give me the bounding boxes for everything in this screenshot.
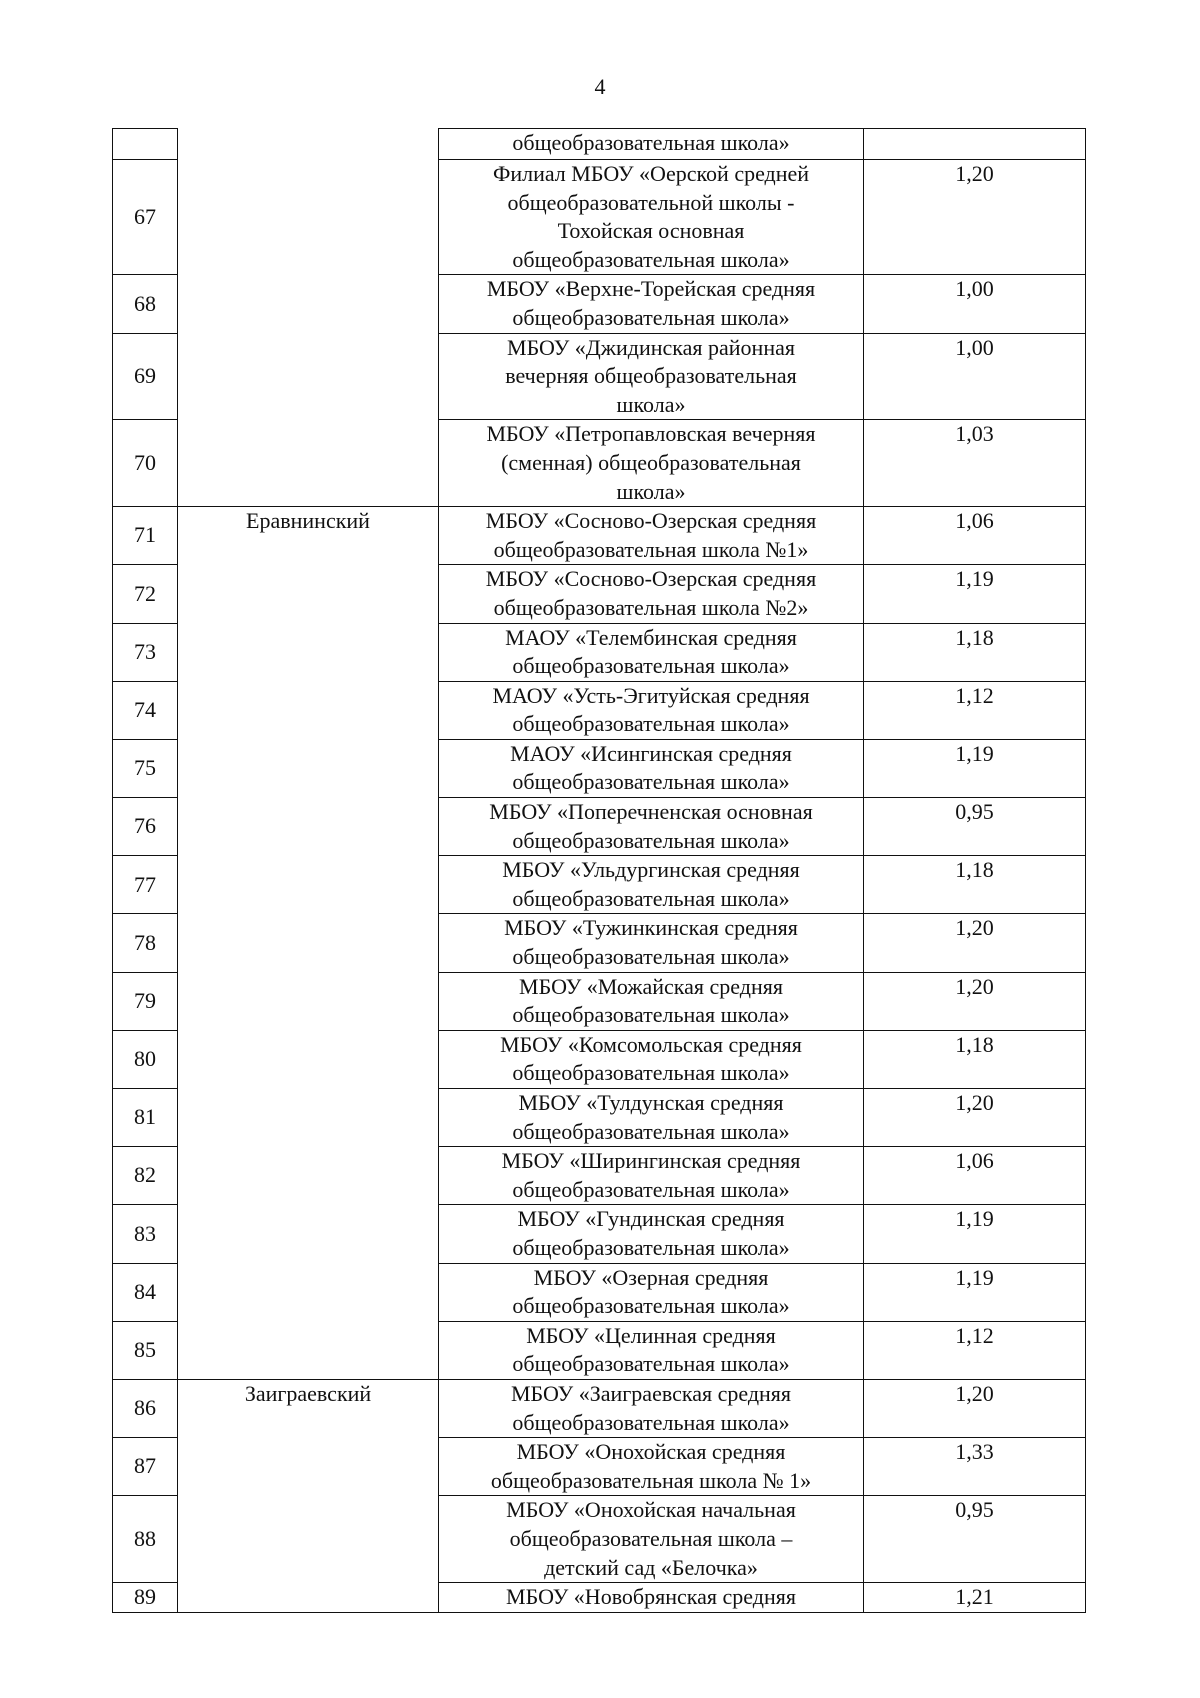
coefficient-text: 1,06 — [955, 508, 994, 534]
coefficient-cell — [864, 129, 1086, 160]
row-number-cell — [113, 1030, 178, 1088]
row-number-text: 73 — [134, 638, 156, 664]
row-number-text: 88 — [134, 1525, 156, 1551]
table-row — [113, 1030, 1086, 1088]
row-number-text: 83 — [134, 1220, 156, 1246]
district-cell — [178, 1089, 439, 1147]
coefficient-text: 1,12 — [955, 682, 994, 708]
institution-name-cell — [439, 1205, 864, 1263]
institution-name-text: МБОУ «Комсомольская средняя общеобразовательная школа» — [500, 1031, 802, 1086]
row-number-text: 78 — [134, 929, 156, 955]
row-number-cell — [113, 739, 178, 797]
district-cell — [178, 1583, 439, 1613]
row-number-cell — [113, 333, 178, 420]
district-cell — [178, 1321, 439, 1379]
district-cell — [178, 914, 439, 972]
coefficient-cell — [864, 565, 1086, 623]
institution-name-text: общеобразовательная школа» — [512, 130, 790, 155]
district-cell — [178, 1030, 439, 1088]
coefficient-cell — [864, 1147, 1086, 1205]
coefficient-cell — [864, 1321, 1086, 1379]
row-number-cell — [113, 1379, 178, 1437]
table-row — [113, 1205, 1086, 1263]
institution-name-cell — [439, 1263, 864, 1321]
district-cell — [178, 565, 439, 623]
coefficient-text: 0,95 — [955, 799, 994, 825]
row-number-text: 85 — [134, 1337, 156, 1363]
institution-name-text: МАОУ «Исингинская средняя общеобразовательная школа» — [510, 740, 792, 795]
coefficient-cell — [864, 420, 1086, 507]
institution-name-cell — [439, 1379, 864, 1437]
row-number-cell — [113, 1583, 178, 1613]
schools-table — [112, 128, 1086, 1613]
row-number-text: 74 — [134, 696, 156, 722]
table-row — [113, 623, 1086, 681]
row-number-text: 75 — [134, 755, 156, 781]
row-number-text: 67 — [134, 203, 156, 229]
coefficient-cell — [864, 914, 1086, 972]
institution-name-cell — [439, 565, 864, 623]
row-number-text: 86 — [134, 1395, 156, 1421]
coefficient-text: 1,19 — [955, 566, 994, 592]
row-number-text: 87 — [134, 1453, 156, 1479]
coefficient-text: 1,19 — [955, 1264, 994, 1290]
row-number-text: 69 — [134, 363, 156, 389]
row-number-cell — [113, 856, 178, 914]
row-number-text: 84 — [134, 1278, 156, 1304]
district-cell — [178, 739, 439, 797]
coefficient-text: 1,03 — [955, 421, 994, 447]
district-cell — [178, 798, 439, 856]
table-row — [113, 1583, 1086, 1613]
institution-name-cell — [439, 160, 864, 275]
institution-name-text: МБОУ «Сосново-Озерская средняя общеобразовательная школа №2» — [485, 566, 817, 620]
table-row — [113, 1496, 1086, 1583]
coefficient-text: 1,00 — [955, 276, 994, 302]
coefficient-text: 1,18 — [955, 1031, 994, 1057]
institution-name-cell — [439, 1147, 864, 1205]
district-cell — [178, 856, 439, 914]
district-cell — [178, 1147, 439, 1205]
institution-name-text: МБОУ «Заиграевская средняя общеобразовательная школа» — [510, 1380, 792, 1435]
institution-name-text: МБОУ «Ширингинская средняя общеобразовательная школа» — [501, 1148, 801, 1202]
district-cell — [178, 681, 439, 739]
district-cell — [178, 623, 439, 681]
coefficient-cell — [864, 1030, 1086, 1088]
coefficient-cell — [864, 1379, 1086, 1437]
coefficient-cell — [864, 1089, 1086, 1147]
coefficient-cell — [864, 1583, 1086, 1613]
row-number-cell — [113, 1263, 178, 1321]
institution-name-text: МБОУ «Новобрянская средняя — [506, 1584, 796, 1610]
row-number-text: 82 — [134, 1162, 156, 1188]
table-row — [113, 565, 1086, 623]
coefficient-text: 1,18 — [955, 624, 994, 650]
institution-name-cell — [439, 1583, 864, 1613]
district-text: Еравнинский — [246, 508, 370, 534]
institution-name-text: МБОУ «Можайская средняя общеобразовательная школа» — [512, 973, 790, 1028]
row-number-cell — [113, 160, 178, 275]
table-row — [113, 1379, 1086, 1437]
row-number-cell — [113, 914, 178, 972]
coefficient-text: 1,33 — [955, 1439, 994, 1465]
district-cell — [178, 1205, 439, 1263]
district-cell — [178, 129, 439, 160]
institution-name-cell — [439, 972, 864, 1030]
institution-name-text: МБОУ «Верхне-Торейская средняя общеобразовательная школа» — [486, 276, 816, 330]
row-number-text: 79 — [134, 987, 156, 1013]
coefficient-text: 1,21 — [955, 1584, 994, 1610]
coefficient-cell — [864, 275, 1086, 333]
district-cell — [178, 1496, 439, 1583]
row-number-cell — [113, 420, 178, 507]
coefficient-cell — [864, 681, 1086, 739]
coefficient-text: 1,20 — [955, 1380, 994, 1406]
coefficient-cell — [864, 623, 1086, 681]
institution-name-cell — [439, 914, 864, 972]
institution-name-cell — [439, 1089, 864, 1147]
district-text: Заиграевский — [244, 1380, 372, 1406]
row-number-text: 89 — [134, 1584, 156, 1610]
row-number-cell — [113, 623, 178, 681]
institution-name-text: МБОУ «Целинная средняя общеобразовательная школа» — [512, 1322, 790, 1377]
institution-name-cell — [439, 507, 864, 565]
table-row — [113, 1089, 1086, 1147]
coefficient-cell — [864, 1205, 1086, 1263]
row-number-cell — [113, 681, 178, 739]
coefficient-cell — [864, 1438, 1086, 1496]
institution-name-cell — [439, 275, 864, 333]
coefficient-text: 0,95 — [955, 1497, 994, 1523]
district-cell — [178, 420, 439, 507]
coefficient-text: 1,18 — [955, 857, 994, 883]
institution-name-text: МБОУ «Тулдунская средняя общеобразовательная школа» — [512, 1090, 790, 1144]
district-cell — [178, 972, 439, 1030]
institution-name-text: Филиал МБОУ «Оерской средней общеобразовательной школы - Тохойская основная общеобразовательная школа» — [492, 161, 810, 272]
table-row — [113, 129, 1086, 160]
institution-name-text: МБОУ «Джидинская районная вечерняя общеобразовательная школа» — [505, 334, 797, 417]
institution-name-cell — [439, 1030, 864, 1088]
district-cell — [178, 1438, 439, 1496]
coefficient-text: 1,00 — [955, 334, 994, 360]
district-cell — [178, 507, 439, 565]
institution-name-cell — [439, 681, 864, 739]
coefficient-text: 1,20 — [955, 1090, 994, 1115]
institution-name-text: МБОУ «Петропавловская вечерняя (сменная) общеобразовательная школа» — [486, 421, 816, 504]
coefficient-cell — [864, 507, 1086, 565]
institution-name-text: МБОУ «Ульдургинская средняя общеобразовательная школа» — [502, 857, 800, 911]
row-number-cell — [113, 972, 178, 1030]
row-number-text: 70 — [134, 449, 156, 475]
institution-name-cell — [439, 739, 864, 797]
row-number-cell — [113, 1147, 178, 1205]
row-number-cell — [113, 1205, 178, 1263]
row-number-cell — [113, 1321, 178, 1379]
row-number-cell — [113, 129, 178, 160]
row-number-text: 72 — [134, 580, 156, 606]
row-number-cell — [113, 565, 178, 623]
table-row — [113, 798, 1086, 856]
table-row — [113, 739, 1086, 797]
institution-name-cell — [439, 129, 864, 160]
institution-name-text: МБОУ «Тужинкинская средняя общеобразовательная школа» — [504, 915, 798, 970]
table-row — [113, 972, 1086, 1030]
institution-name-text: МБОУ «Озерная средняя общеобразовательная школа» — [512, 1264, 790, 1319]
row-number-text: 80 — [134, 1046, 156, 1072]
table-row — [113, 275, 1086, 333]
coefficient-cell — [864, 1263, 1086, 1321]
table-row — [113, 420, 1086, 507]
table-row — [113, 160, 1086, 275]
row-number-cell — [113, 507, 178, 565]
institution-name-cell — [439, 856, 864, 914]
row-number-cell — [113, 275, 178, 333]
coefficient-text: 1,19 — [955, 740, 994, 766]
coefficient-text: 1,20 — [955, 161, 994, 186]
institution-name-text: МБОУ «Онохойская средняя общеобразовательная школа № 1» — [490, 1439, 812, 1493]
coefficient-cell — [864, 972, 1086, 1030]
institution-name-text: МБОУ «Гундинская средняя общеобразовательная школа» — [512, 1206, 790, 1260]
coefficient-text: 1,20 — [955, 915, 994, 941]
coefficient-cell — [864, 798, 1086, 856]
table-row — [113, 507, 1086, 565]
table-row — [113, 914, 1086, 972]
table-row — [113, 856, 1086, 914]
table-row — [113, 681, 1086, 739]
row-number-cell — [113, 798, 178, 856]
institution-name-cell — [439, 798, 864, 856]
institution-name-text: МАОУ «Телембинская средняя общеобразовательная школа» — [505, 624, 797, 679]
coefficient-cell — [864, 160, 1086, 275]
coefficient-text: 1,06 — [955, 1148, 994, 1174]
institution-name-text: МАОУ «Усть-Эгитуйская средняя общеобразовательная школа» — [492, 682, 810, 737]
table-row — [113, 1438, 1086, 1496]
institution-name-cell — [439, 333, 864, 420]
district-cell — [178, 1263, 439, 1321]
district-cell — [178, 333, 439, 420]
district-cell — [178, 275, 439, 333]
table-row — [113, 1263, 1086, 1321]
institution-name-cell — [439, 420, 864, 507]
coefficient-cell — [864, 1496, 1086, 1583]
district-cell — [178, 1379, 439, 1437]
institution-name-text: МБОУ «Поперечненская основная общеобразовательная школа» — [489, 799, 813, 853]
row-number-text: 76 — [134, 813, 156, 839]
row-number-text: 71 — [134, 522, 156, 548]
coefficient-cell — [864, 739, 1086, 797]
institution-name-cell — [439, 623, 864, 681]
institution-name-cell — [439, 1438, 864, 1496]
table-row — [113, 333, 1086, 420]
table-row — [113, 1147, 1086, 1205]
row-number-text: 68 — [134, 290, 156, 316]
coefficient-text: 1,20 — [955, 973, 994, 999]
page-number: 4 — [594, 74, 606, 99]
coefficient-text: 1,12 — [955, 1322, 994, 1348]
district-cell — [178, 160, 439, 275]
row-number-cell — [113, 1496, 178, 1583]
row-number-cell — [113, 1438, 178, 1496]
institution-name-text: МБОУ «Сосново-Озерская средняя общеобразовательная школа №1» — [485, 508, 817, 562]
institution-name-cell — [439, 1321, 864, 1379]
institution-name-cell — [439, 1496, 864, 1583]
coefficient-text: 1,19 — [955, 1206, 994, 1232]
coefficient-cell — [864, 333, 1086, 420]
row-number-text: 77 — [134, 871, 156, 897]
institution-name-text: МБОУ «Онохойская начальная общеобразовательная школа – детский сад «Белочка» — [506, 1497, 796, 1580]
table-row — [113, 1321, 1086, 1379]
coefficient-cell — [864, 856, 1086, 914]
row-number-text: 81 — [134, 1104, 156, 1130]
row-number-cell — [113, 1089, 178, 1147]
